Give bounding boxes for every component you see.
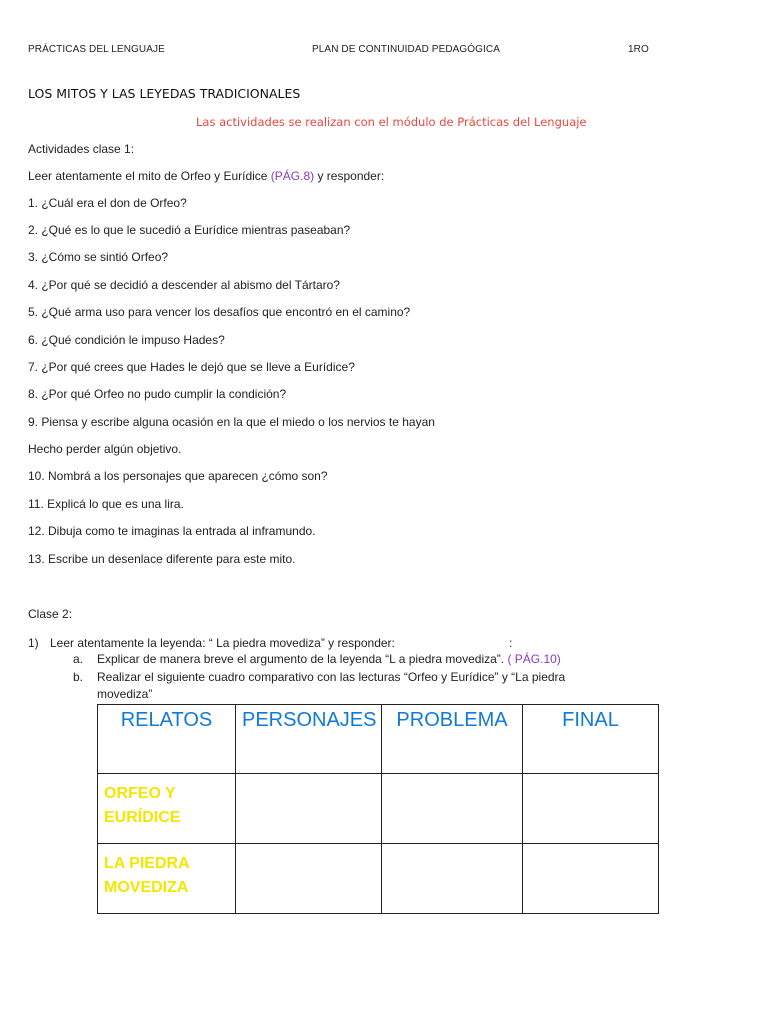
table-row [98, 844, 659, 914]
table-cell-blank[interactable] [382, 774, 523, 844]
question-9-continued: Hecho perder algún objetivo. [28, 442, 182, 456]
clase1-intro-end: y responder: [314, 169, 385, 183]
question-7: 7. ¿Por qué crees que Hades le dejó que se lleve a Eurídice? [28, 360, 355, 374]
row-label-orfeo [98, 774, 236, 844]
table-cell-blank[interactable] [382, 844, 523, 914]
header-final: FINAL [523, 705, 659, 774]
question-12: 12. Dibuja como te imaginas la entrada al inframundo. [28, 524, 316, 538]
question-4: 4. ¿Por qué se decidió a descender al abismo del Tártaro? [28, 278, 340, 292]
question-8: 8. ¿Por qué Orfeo no pudo cumplir la condición? [28, 387, 287, 401]
table-cell-blank[interactable] [523, 844, 659, 914]
sub-item-a-text [97, 652, 561, 666]
question-11: 11. Explicá lo que es una lira. [28, 497, 184, 511]
question-2: 2. ¿Qué es lo que le sucedió a Eurídice mientras paseaban? [28, 223, 351, 237]
comparison-table [97, 704, 659, 914]
clase2-heading: Clase 2: [28, 607, 73, 621]
header-relatos: RELATOS [98, 705, 236, 774]
table-row [98, 774, 659, 844]
row-label-piedra [98, 844, 236, 914]
clase1-page-ref: (PÁG.8) [270, 169, 315, 183]
clase1-intro [28, 169, 384, 183]
header-problema: PROBLEMA [382, 705, 523, 774]
question-1: 1. ¿Cuál era el don de Orfeo? [28, 196, 187, 210]
clase2-item-number: 1) [28, 636, 39, 650]
page-title: LOS MITOS Y LAS LEYEDAS TRADICIONALES [28, 86, 301, 101]
clase2-item-text: Leer atentamente la leyenda: “ La piedra movediza” y responder: [50, 636, 395, 650]
clase2-item-colon: : [509, 636, 513, 650]
header-grade: 1RO [628, 44, 649, 55]
clase1-heading: Actividades clase 1: [28, 142, 135, 156]
table-cell-blank[interactable] [523, 774, 659, 844]
sub-item-a-page-ref: ( PÁG.10) [507, 652, 561, 666]
module-note: Las actividades se realizan con el módulo de Prácticas del Lenguaje [196, 115, 587, 129]
header-subject: PRÁCTICAS DEL LENGUAJE [28, 44, 165, 55]
table-cell-blank[interactable] [236, 774, 382, 844]
sub-item-b-letter: b. [73, 670, 84, 684]
question-10: 10. Nombrá a los personajes que aparecen ¿cómo son? [28, 469, 328, 483]
row-label-line: ORFEO Y [104, 785, 176, 802]
table-cell-blank[interactable] [236, 844, 382, 914]
clase1-intro-text: Leer atentamente el mito de Orfeo y Eurídice [28, 169, 271, 183]
question-9: 9. Piensa y escribe alguna ocasión en la que el miedo o los nervios te hayan [28, 415, 435, 429]
sub-item-a-body: Explicar de manera breve el argumento de la leyenda “L a piedra movediza”. [97, 652, 508, 666]
question-6: 6. ¿Qué condición le impuso Hades? [28, 333, 225, 347]
question-5: 5. ¿Qué arma uso para vencer los desafíos que encontró en el camino? [28, 305, 411, 319]
row-label-line: LA PIEDRA [104, 855, 190, 872]
row-label-line: EURÍDICE [104, 809, 181, 826]
sub-item-b-line1: Realizar el siguiente cuadro comparativo con las lecturas “Orfeo y Eurídice” y “La piedra [97, 670, 566, 684]
header-personajes: PERSONAJES [236, 705, 382, 774]
question-3: 3. ¿Cómo se sintió Orfeo? [28, 250, 169, 264]
sub-item-b-line2: movediza” [97, 687, 153, 701]
row-label-line: MOVEDIZA [104, 879, 189, 896]
table-header-row [98, 705, 659, 774]
header-plan: PLAN DE CONTINUIDAD PEDAGÓGICA [312, 44, 501, 55]
sub-item-a-letter: a. [73, 652, 84, 666]
question-13: 13. Escribe un desenlace diferente para este mito. [28, 552, 296, 566]
